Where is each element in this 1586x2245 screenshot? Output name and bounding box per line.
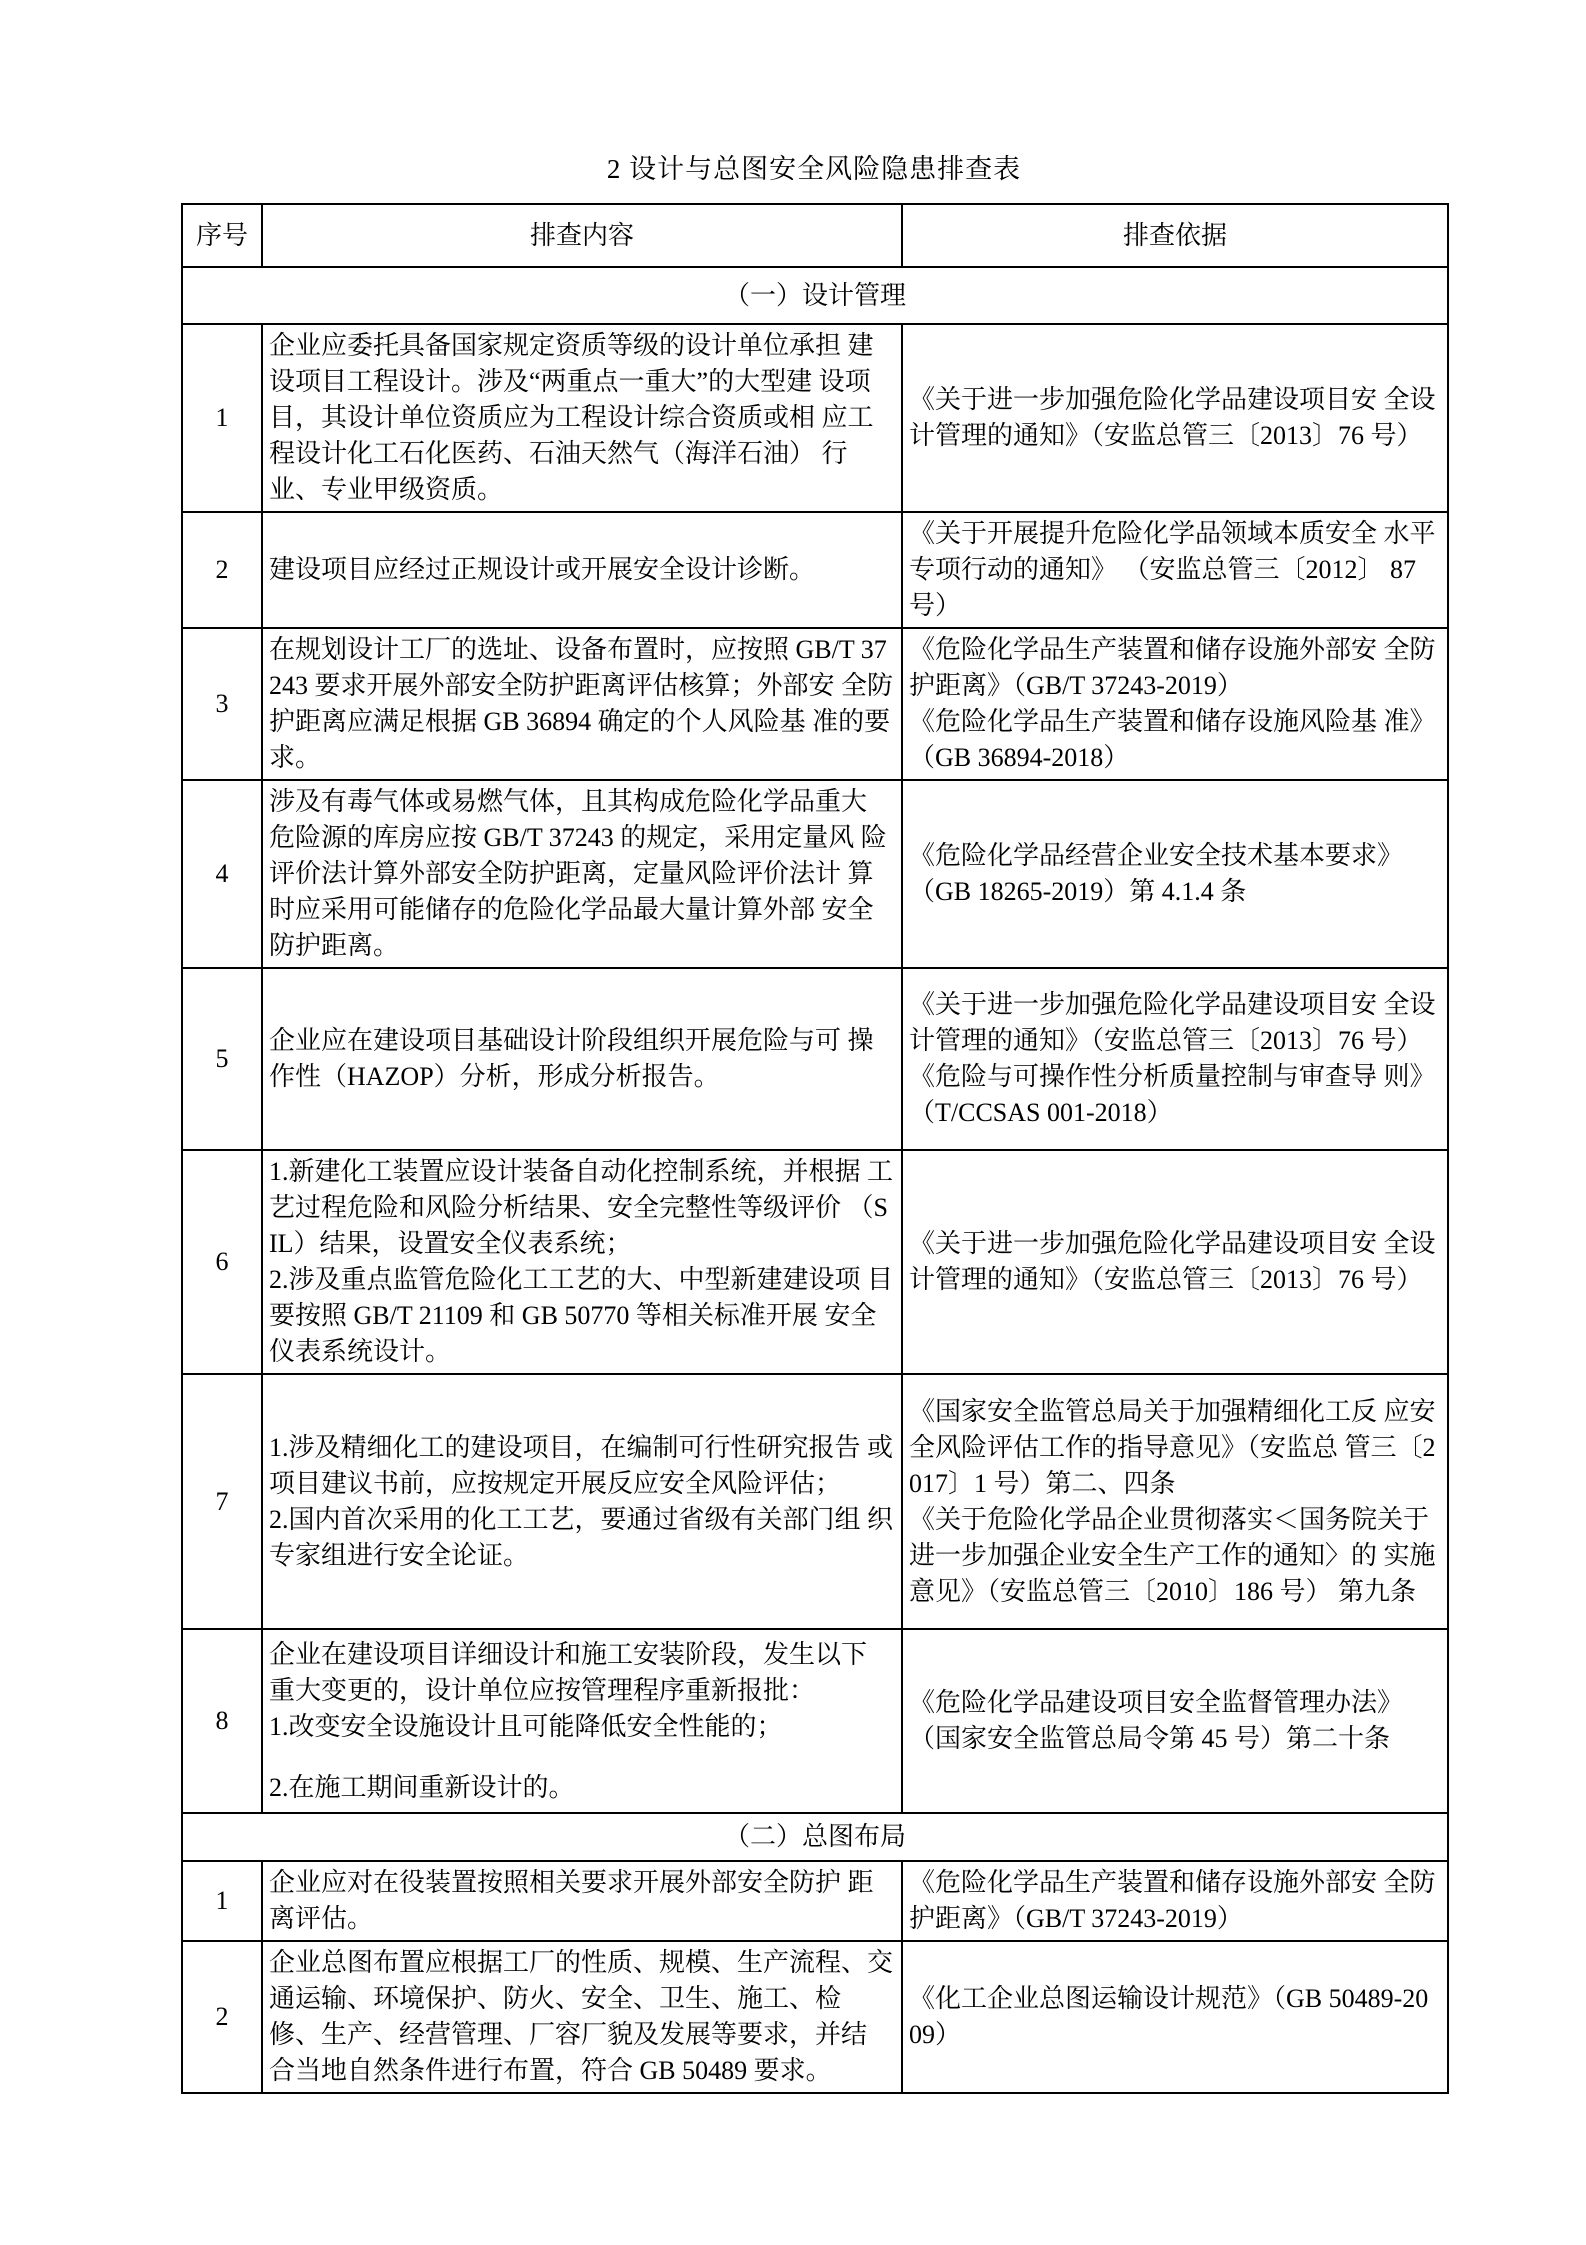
content-cell [262,968,902,1150]
section-heading: （二）总图布局 [182,1813,1448,1861]
basis-paragraph: 《关于进一步加强危险化学品建设项目安 全设计管理的通知》（安监总管三〔2013〕76 号） [909,385,1436,450]
basis-cell [902,968,1448,1150]
checklist-table [181,203,1449,2094]
row-number: 3 [182,628,262,780]
table-row [182,324,1448,512]
row-number: 7 [182,1374,262,1629]
content-paragraph: 1.改变安全设施设计且可能降低安全性能的； [269,1711,783,1741]
row-number: 1 [182,1861,262,1941]
basis-paragraph: 《关于进一步加强危险化学品建设项目安 全设计管理的通知》（安监总管三〔2013〕76 号） [909,1229,1436,1294]
table-row [182,1941,1448,2093]
basis-paragraph: 《危险化学品生产装置和储存设施外部安 全防护距离》（GB/T 37243-2019） [909,635,1436,700]
basis-cell [902,1629,1448,1813]
row-number: 1 [182,324,262,512]
basis-cell [902,1150,1448,1374]
content-paragraph: 在规划设计工厂的选址、设备布置时，应按照 GB/T 37243 要求开展外部安全防护距离评估核算；外部安 全防护距离应满足根据 GB 36894 确定的个人风险基 准的要求。 [269,635,894,772]
content-cell [262,1150,902,1374]
basis-paragraph: 《化工企业总图运输设计规范》（GB 50489-2009） [909,1984,1429,2049]
content-paragraph: 2.在施工期间重新设计的。 [269,1772,575,1802]
basis-paragraph: 《危险化学品建设项目安全监督管理办法》 （国家安全监管总局令第 45 号）第二十条 [909,1688,1404,1753]
row-number: 8 [182,1629,262,1813]
page-title: 2 设计与总图安全风险隐患排查表 [606,154,1022,184]
basis-paragraph: 《国家安全监管总局关于加强精细化工反 应安全风险评估工作的指导意见》（安监总 管三〔2017〕1 号）第二、四条 [909,1396,1436,1498]
content-cell [262,324,902,512]
table-row [182,780,1448,968]
content-paragraph: 企业总图布置应根据工厂的性质、规模、生产流程、交通运输、环境保护、防火、安全、卫生、施工、检 修、生产、经营管理、厂容厂貌及发展等要求，并结 合当地自然条件进行布置，符合 GB 50489 要求。 [269,1948,894,2085]
basis-paragraph: 《危险与可操作性分析质量控制与审查导 则》（T/CCSAS 001-2018） [909,1062,1436,1127]
content-cell [262,628,902,780]
basis-cell [902,1861,1448,1941]
row-number: 5 [182,968,262,1150]
basis-cell [902,324,1448,512]
content-cell [262,1861,902,1941]
content-paragraph: 2.国内首次采用的化工工艺，要通过省级有关部门组 织专家组进行安全论证。 [269,1504,894,1570]
table-row [182,628,1448,780]
row-number: 6 [182,1150,262,1374]
row-number: 2 [182,1941,262,2093]
section-row-general-layout [182,1813,1448,1861]
basis-paragraph: 《关于进一步加强危险化学品建设项目安 全设计管理的通知》（安监总管三〔2013〕76 号） [909,990,1436,1055]
content-paragraph: 企业应对在役装置按照相关要求开展外部安全防护 距离评估。 [269,1868,874,1933]
content-cell [262,1629,902,1813]
basis-cell [902,1941,1448,2093]
row-number: 4 [182,780,262,968]
content-cell [262,1374,902,1629]
content-paragraph: 企业应委托具备国家规定资质等级的设计单位承担 建设项目工程设计。涉及“两重点一重大”的大型建 设项目，其设计单位资质应为工程设计综合资质或相 应工程设计化工石化医药、石油天然气（海洋石油） 行业、专业甲级资质。 [269,331,874,504]
basis-paragraph: 《危险化学品生产装置和储存设施外部安 全防护距离》（GB/T 37243-2019） [909,1868,1436,1933]
row-number: 2 [182,512,262,628]
basis-cell [902,780,1448,968]
table-header-row [182,204,1448,267]
content-paragraph: 2.涉及重点监管危险化工工艺的大、中型新建建设项 目要按照 GB/T 21109 和 GB 50770 等相关标准开展 安全仪表系统设计。 [269,1265,894,1366]
col-header-serial-no: 序号 [182,204,262,267]
basis-paragraph: 《危险化学品经营企业安全技术基本要求》 （GB 18265-2019）第 4.1.4 条 [909,841,1404,906]
content-paragraph: 企业应在建设项目基础设计阶段组织开展危险与可 操作性（HAZOP）分析，形成分析报告。 [269,1026,874,1091]
col-header-inspection-content: 排查内容 [262,204,902,267]
table-row [182,1150,1448,1374]
content-paragraph: 1.新建化工装置应设计装备自动化控制系统，并根据 工艺过程危险和风险分析结果、安全完整性等级评价 （SIL）结果，设置安全仪表系统； [269,1157,894,1258]
table-row [182,1861,1448,1941]
col-header-inspection-basis: 排查依据 [902,204,1448,267]
content-paragraph: 企业在建设项目详细设计和施工安装阶段，发生以下 重大变更的，设计单位应按管理程序重新报批： [269,1639,868,1705]
content-paragraph: 1.涉及精细化工的建设项目，在编制可行性研究报告 或项目建议书前，应按规定开展反应安全风险评估； [269,1432,894,1498]
table-row [182,1629,1448,1813]
section-heading: （一）设计管理 [182,267,1448,324]
content-cell [262,512,902,628]
basis-paragraph: 《危险化学品生产装置和储存设施风险基 准》（GB 36894-2018） [909,707,1436,772]
section-row-design-management [182,267,1448,324]
basis-cell [902,512,1448,628]
table-row [182,1374,1448,1629]
basis-cell [902,1374,1448,1629]
table-row [182,512,1448,628]
basis-paragraph: 《关于开展提升危险化学品领域本质安全 水平专项行动的通知》 （安监总管三〔2012〕 87 号） [909,519,1436,620]
content-cell [262,1941,902,2093]
basis-cell [902,628,1448,780]
basis-paragraph: 《关于危险化学品企业贯彻落实＜国务院关于进一步加强企业安全生产工作的通知〉的 实施意见》（安监总管三〔2010〕186 号） 第九条 [909,1504,1436,1606]
content-paragraph: 涉及有毒气体或易燃气体，且其构成危险化学品重大 危险源的库房应按 GB/T 37243 的规定，采用定量风 险评价法计算外部安全防护距离，定量风险评价法计 算时应采用可能储存的危险化学品最大量计算外部 安全防护距离。 [269,787,887,960]
content-cell [262,780,902,968]
content-paragraph: 建设项目应经过正规设计或开展安全设计诊断。 [269,555,816,584]
table-row [182,968,1448,1150]
